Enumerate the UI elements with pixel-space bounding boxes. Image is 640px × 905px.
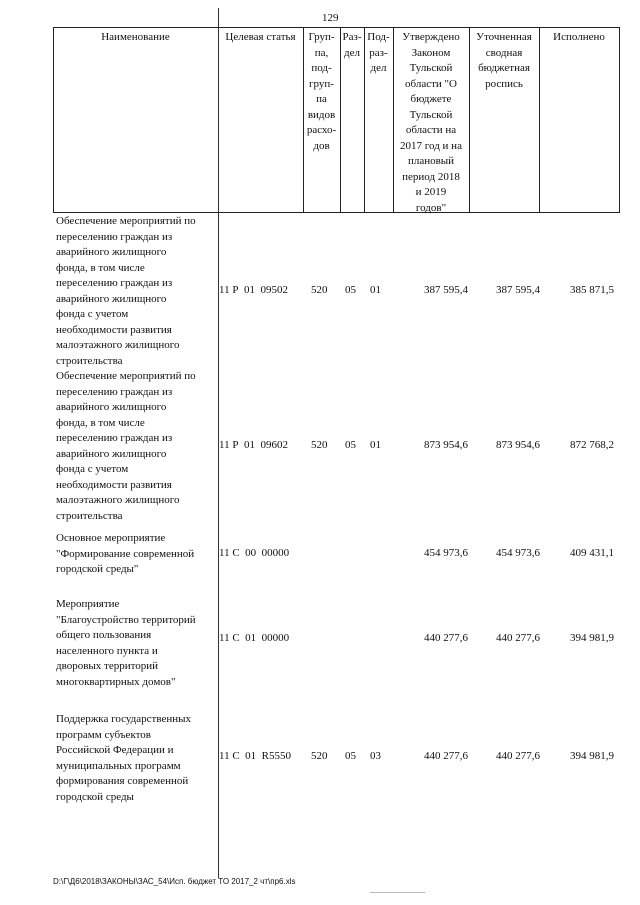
row-1-subsection: 01: [370, 284, 381, 296]
row-1-section: 05: [345, 284, 356, 296]
header-group: Груп- па, под- груп- па видов расхо- дов: [306, 31, 337, 152]
row-5-group: 520: [311, 750, 328, 762]
row-2-approved: 873 954,6: [424, 439, 468, 451]
row-5-code: 11 С 01 R5550: [219, 750, 292, 762]
row-2-name: Обеспечение мероприятий по переселению граждан из аварийного жилищного фонда, в том числе переселению граждан из аварийного жилищного фонда с учетом необходимости развития малоэтажного жилищного строительства: [56, 370, 196, 522]
row-1-clarified: 387 595,4: [496, 284, 540, 296]
row-1-approved: 387 595,4: [424, 284, 468, 296]
row-4-name: Мероприятие "Благоустройство территорий общего пользования населенного пункта и дворовых территорий многоквартирных домов": [56, 598, 196, 688]
row-5-name: Поддержка государственных программ субъектов Российской Федерации и муниципальных программ формирования современной городской среды: [56, 713, 192, 803]
row-2-subsection: 01: [370, 439, 381, 451]
row-5-executed: 394 981,9: [570, 750, 614, 762]
row-3-clarified: 454 973,6: [496, 547, 540, 559]
row-3-approved: 454 973,6: [424, 547, 468, 559]
row-2-clarified: 873 954,6: [496, 439, 540, 451]
row-3-code: 11 С 00 00000: [219, 547, 290, 559]
row-5-subsection: 03: [370, 750, 381, 762]
header-name: Наименование: [101, 31, 170, 43]
row-4-clarified: 440 277,6: [496, 632, 540, 644]
row-5-clarified: 440 277,6: [496, 750, 540, 762]
footer-file-path: D:\Г\Д6\2018\ЗАКОНЫ\ЗАС_54\Исп. бюджет ТО 2017_2 чт\пр6.xls: [53, 877, 296, 886]
row-1-executed: 385 871,5: [570, 284, 614, 296]
row-2-code: 11 Р 01 09602: [219, 439, 288, 451]
row-1-name: Обеспечение мероприятий по переселению граждан из аварийного жилищного фонда, в том числе переселению граждан из аварийного жилищного фонда с учетом необходимости развития малоэтажного жилищного строительства: [56, 215, 196, 367]
row-5-section: 05: [345, 750, 356, 762]
row-2-executed: 872 768,2: [570, 439, 614, 451]
header-executed: Исполнено: [553, 31, 605, 43]
header-approved: Утверждено Законом Тульской области "О бюджете Тульской области на 2017 год и на плановый период 2018 и 2019 годов": [400, 31, 462, 214]
row-3-name: Основное мероприятие "Формирование современной городской среды": [56, 532, 195, 575]
page-number: 129: [322, 12, 339, 24]
header-section: Раз- дел: [342, 31, 362, 59]
header-clarified: Уточненная сводная бюджетная роспись: [476, 31, 532, 90]
row-2-section: 05: [345, 439, 356, 451]
row-4-executed: 394 981,9: [570, 632, 614, 644]
row-1-group: 520: [311, 284, 328, 296]
header-target: Целевая статья: [225, 31, 296, 43]
row-4-code: 11 С 01 00000: [219, 632, 290, 644]
header-subsection: Под- раз- дел: [367, 31, 390, 74]
row-4-approved: 440 277,6: [424, 632, 468, 644]
row-3-executed: 409 431,1: [570, 547, 614, 559]
row-1-code: 11 Р 01 09502: [219, 284, 288, 296]
scan-artifact: [370, 892, 425, 893]
row-2-group: 520: [311, 439, 328, 451]
row-5-approved: 440 277,6: [424, 750, 468, 762]
